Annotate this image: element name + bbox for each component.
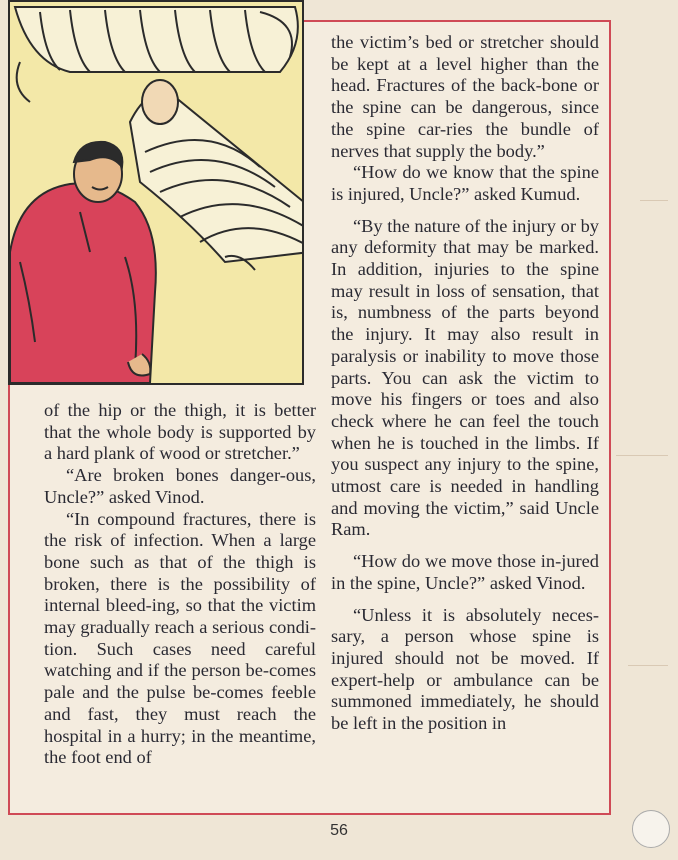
right-paragraph-2: “How do we know that the spine is injured, Uncle?” asked Kumud. [331,162,599,204]
stamp-icon [632,810,670,848]
right-paragraph-4: “How do we move those in-jured in the spine, Uncle?” asked Vinod. [331,551,599,593]
illustration [8,0,304,385]
right-paragraph-1: the victim’s bed or stretcher should be kept at a level higher than the head. Fractures of the back-bone or the spine can be dangerous, since the spine car-ries the bundle of nerves that supply the body.” [331,32,599,161]
left-paragraph-1: of the hip or the thigh, it is better that the whole body is supported by a hard plank of wood or stretcher.” [44,400,316,464]
right-paragraph-3: “By the nature of the injury or by any deformity that may be marked. In addition, injuries to the spine may result in loss of sensation, that is, numbness of the parts beyond the injury. It may also result in paralysis or inability to move those parts. You can ask the victim to move his fingers or toes and also check where he can feel the touch when he is touched in the limbs. If you suspect any injury to the spine, utmost care is needed in handling and moving the victim,” said Uncle Ram. [331,215,599,540]
edge-mark [628,665,668,666]
left-paragraph-2: “Are broken bones danger-ous, Uncle?” asked Vinod. [44,465,316,507]
left-paragraph-3: “In compound fractures, there is the risk of infection. When a large bone such as that of the thigh is broken, there is the possibility of internal bleed-ing, so that the victim may gradually reach a serious condi-tion. Such cases need careful watching and if the person be-comes pale and the pulse be-comes feeble and fast, they must reach the hospital in a hurry; in the meantime, the foot end of [44,508,316,768]
right-column [331,32,599,735]
illustration-drawing [10,2,302,383]
right-paragraph-5: “Unless it is absolutely neces-sary, a person whose spine is injured should not be moved. If expert-help or ambulance can be summoned immediately, he should be left in the position in [331,604,599,734]
page-number: 56 [330,822,348,839]
edge-mark [640,200,668,201]
left-column [44,400,316,769]
edge-mark [616,455,668,456]
